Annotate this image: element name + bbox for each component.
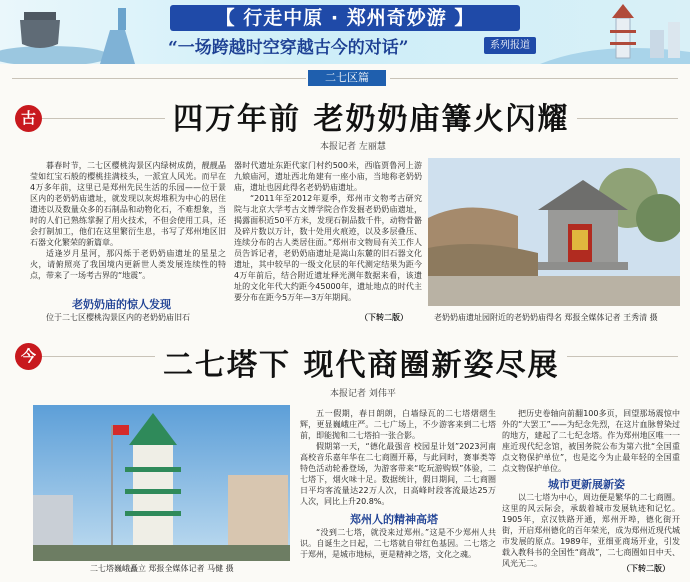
divider [12, 78, 306, 79]
paragraph: 假期第一天，“德化最强音 校园星计划”2023河南高校音乐嘉年华在二七商圈开幕，与此同时，赛事类等特色活动轮番登场，为游客带来“吃玩游购娱”体验，二七塔下，烟火味十足。数据统计，假日期间，二七商圈日平均客流量达22万人次，日高峰时段客流最达25万人次，同比上升20.8%。 [300, 442, 496, 506]
series-badge: 系列报道 [484, 37, 536, 54]
story2-byline: 本报记者 刘伟平 [330, 389, 396, 399]
story2-column-2-end [502, 492, 680, 569]
temple-photo [428, 158, 680, 306]
paragraph: 位于二七区樱桃沟景区内的老奶奶庙旧石 [46, 313, 190, 322]
paragraph: 把历史卷轴向前翻100多页，回望那场震惊中外的“大罢工”——为纪念先烈，在这片血脉曾染过的地方，建起了二七纪念塔。作为郑州地区唯一一座近现代纪念馆，被国务院公布为第六批“全国重点文物保护单位”，也是迄今为止最年轻的全国重点文物保护单位。 [502, 409, 680, 473]
banner-subtitle: “一场跨越时空穿越古今的对话” [168, 38, 409, 58]
paragraph: 暮春时节，二七区樱桃沟景区内绿树成荫，靓靓晶莹如红宝石般的樱桃挂满枝头，一派宜人风光。而早在4万多年前，这里已是郑州先民生活的乐园——位于景区内的老奶奶庙遗址，就发现以灰烬堆积为中心的居住遗迹以及数量众多的石制品和动物化石，不难想象，当时的人们已熟练掌握了用火技术，不但会使用工具，还会打制加工，他们在这里繁衍生息，书写了郑州地区旧石器文化繁荣的新篇章。 [30, 161, 226, 247]
story2-column-1-end [300, 527, 496, 560]
section-label: 二七区篇 [308, 70, 386, 86]
story2-caption: 二七塔巍峨矗立 郑报全媒体记者 马健 摄 [90, 564, 234, 573]
story2-column-1 [300, 408, 496, 507]
paragraph: 适逢岁月星河，那闪烁于老奶奶庙遗址的星星之火，请俯照亮了我国境内更新世人类发展连续性的特点，带来了一场考古界的“地震”。 [30, 249, 226, 280]
story2-subhead: 郑州人的精神高塔 [350, 513, 438, 526]
story1-caption: 老奶奶庙遗址园附近的老奶奶庙得名 郑报全媒体记者 王秀清 摄 [434, 313, 658, 322]
gu-circle-icon: 古 [15, 105, 42, 132]
story2-column-2 [502, 408, 680, 474]
story1-subhead: 老奶奶庙的惊人发现 [72, 298, 171, 311]
jin-circle-icon: 今 [15, 343, 42, 370]
story2-subhead-2: 城市更新展新姿 [548, 478, 625, 491]
paragraph: “2011年至2012年夏季，郑州市文物考古研究院与北京大学考古文博学院合作发掘老奶奶庙遗址，揭露面积近50平方米，发现石制品数千件，动物骨骼及碎片数以万计，数十处用火痕迹，以及多层叠压、连续分布的古人类居住面。”郑州市文物局有关工作人员告诉记者，老奶奶庙遗址是嵩山东麓的旧石器文化遗址，其中较早的一级文化层的年代测定结果为距今4万年前后，结合附近遗址释光测年数据来看，该遗址的文化年代大约距今45000年，遗址地点的时代主要分布在距今5万年—3万年期间。 [234, 194, 422, 302]
top-banner [0, 0, 690, 64]
divider [390, 78, 678, 79]
ancient-bronze-art [0, 0, 160, 64]
story1-byline: 本报记者 左丽慧 [320, 142, 386, 152]
story1-column-1-end [30, 312, 226, 323]
banner-title: 【 行走中原 · 郑州奇妙游 】 [170, 5, 520, 31]
story1-headline: 四万年前 老奶奶庙篝火闪耀 [165, 94, 577, 138]
story2-headline: 二七塔下 现代商圈新姿尽展 [155, 340, 567, 384]
erqi-tower-art [540, 0, 690, 64]
story1-column-2 [234, 160, 422, 303]
erqi-tower-photo [33, 405, 290, 561]
paragraph: “没到二七塔，就没来过郑州。”这是不少郑州人共识。自诞生之日起，二七塔就自带红色基因。二七塔之于郑州，是城市地标，更是精神之塔，文化之魂。 [300, 528, 496, 559]
story2-continued: （下转二版） [622, 564, 670, 573]
paragraph: 五一假期，春日朗朗，白墙绿瓦的二七塔熠熠生辉，更显巍峨庄严。二七广场上，不少游客来到二七塔前，即能抛和二七塔拍一张合影。 [300, 409, 496, 440]
paragraph: 以二七塔为中心，周边便是繁华的二七商圈。这里的风云际会，承载着城市发展轨迹和记忆。1905年，京汉铁路开通，郑州开埠，德化街开街，开启郑州德化的百年荣光，成为郑州近现代城市发展的原点。1989年，亚细亚商场开业，引发载入教科书的全国性“商战”，二七商圈如日中天、风光无二。 [502, 493, 680, 568]
story1-continued: （下转二版） [360, 313, 408, 322]
story1-column-1 [30, 160, 226, 281]
paragraph: 器时代遗址东距代家门村约500米，西临贾鲁河上游九娘庙河，遗址西北角建有一座小庙，当地称老奶奶庙，遗址也因此得名老奶奶庙遗址。 [234, 161, 422, 192]
